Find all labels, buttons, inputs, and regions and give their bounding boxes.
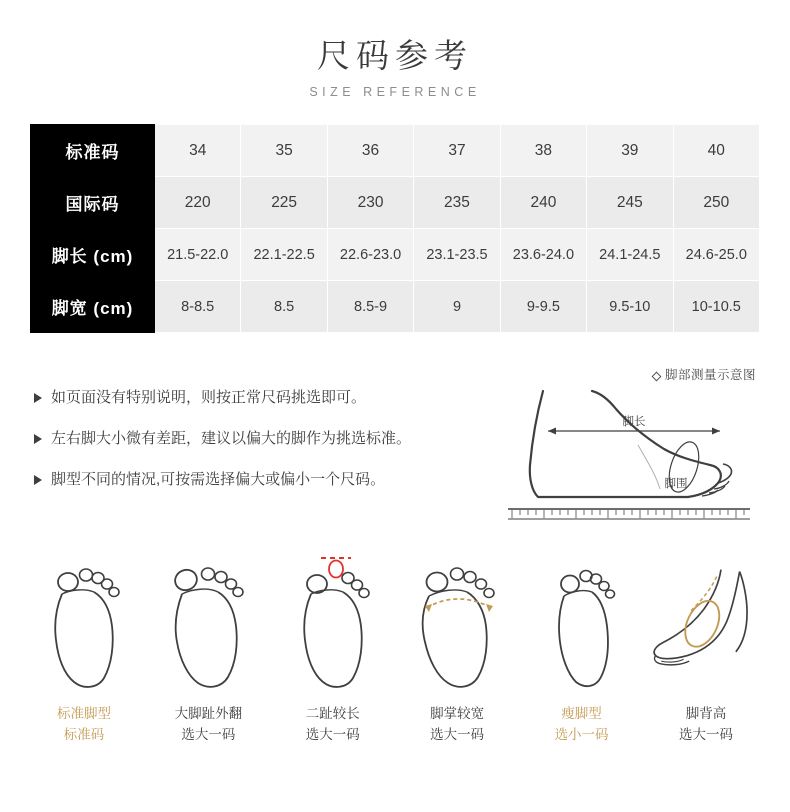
foot-illustration-bunion [152, 546, 264, 696]
diagram-length-label: 脚长 [622, 416, 646, 429]
cell: 34 [155, 125, 241, 177]
cell: 225 [241, 177, 327, 229]
note-text: 如页面没有特别说明，则按正常尺码挑选即可。 [51, 389, 367, 407]
diagram-title: 脚部测量示意图 [664, 368, 756, 383]
triangle-bullet-icon [34, 434, 42, 444]
foot-type-item [526, 546, 638, 745]
row-header-foot-width: 脚宽 (cm) [31, 281, 155, 333]
cell: 39 [587, 125, 673, 177]
cell: 245 [587, 177, 673, 229]
cell: 8.5 [241, 281, 327, 333]
cell: 40 [673, 125, 759, 177]
foot-illustration-narrow [526, 546, 638, 696]
foot-illustration-high-instep [650, 546, 762, 696]
cell: 23.6-24.0 [500, 229, 586, 281]
foot-type-caption: 二趾较长 选大一码 [305, 706, 360, 742]
note-item [34, 428, 488, 450]
diamond-icon [652, 371, 662, 381]
foot-type-caption: 脚掌较宽 选大一码 [430, 706, 485, 742]
foot-illustration-long-second-toe [277, 546, 389, 696]
cell: 24.1-24.5 [587, 229, 673, 281]
cell: 230 [327, 177, 413, 229]
foot-type-caption: 瘦脚型 选小一码 [554, 706, 609, 742]
cell: 220 [155, 177, 241, 229]
cell: 36 [327, 125, 413, 177]
cell: 24.6-25.0 [673, 229, 759, 281]
foot-type-item [152, 546, 264, 745]
cell: 8.5-9 [327, 281, 413, 333]
page-subtitle: SIZE REFERENCE [309, 85, 481, 100]
cell: 22.1-22.5 [241, 229, 327, 281]
note-item [34, 469, 488, 491]
cell: 22.6-23.0 [327, 229, 413, 281]
foot-side-view-illustration [488, 387, 756, 527]
notes-and-diagram [0, 365, 790, 532]
foot-type-caption: 脚背高 选大一码 [678, 706, 733, 742]
row-header-international: 国际码 [31, 177, 155, 229]
cell: 23.1-23.5 [414, 229, 500, 281]
foot-type-item [650, 546, 762, 745]
foot-type-item [277, 546, 389, 745]
size-table [30, 124, 760, 333]
cell: 9 [414, 281, 500, 333]
cell: 235 [414, 177, 500, 229]
foot-illustration-standard [28, 546, 140, 696]
cell: 8-8.5 [155, 281, 241, 333]
foot-illustration-wide-forefoot [401, 546, 513, 696]
notes-list [34, 365, 488, 532]
triangle-bullet-icon [34, 393, 42, 403]
cell: 250 [673, 177, 759, 229]
size-table-wrap [30, 124, 760, 333]
cell: 10-10.5 [673, 281, 759, 333]
cell: 37 [414, 125, 500, 177]
foot-type-item [28, 546, 140, 745]
foot-type-item [401, 546, 513, 745]
triangle-bullet-icon [34, 475, 42, 485]
cell: 35 [241, 125, 327, 177]
page-header [0, 0, 790, 99]
cell: 9-9.5 [500, 281, 586, 333]
row-header-standard: 标准码 [31, 125, 155, 177]
table-row [31, 125, 760, 177]
table-row [31, 177, 760, 229]
foot-type-caption: 大脚趾外翻 选大一码 [174, 706, 243, 742]
note-text: 脚型不同的情况,可按需选择偏大或偏小一个尺码。 [51, 470, 386, 488]
note-text: 左右脚大小微有差距，建议以偏大的脚作为挑选标准。 [51, 430, 412, 448]
cell: 38 [500, 125, 586, 177]
cell: 9.5-10 [587, 281, 673, 333]
diagram-girth-label: 脚围 [664, 478, 688, 491]
note-item [34, 387, 488, 409]
cell: 240 [500, 177, 586, 229]
page-title: 尺码参考 [317, 37, 473, 74]
table-row [31, 281, 760, 333]
row-header-foot-length: 脚长 (cm) [31, 229, 155, 281]
table-row [31, 229, 760, 281]
diagram-title-row [488, 365, 756, 383]
foot-type-list [0, 532, 790, 745]
foot-measure-diagram [488, 365, 756, 532]
foot-type-caption: 标准脚型 标准码 [57, 706, 111, 742]
cell: 21.5-22.0 [155, 229, 241, 281]
